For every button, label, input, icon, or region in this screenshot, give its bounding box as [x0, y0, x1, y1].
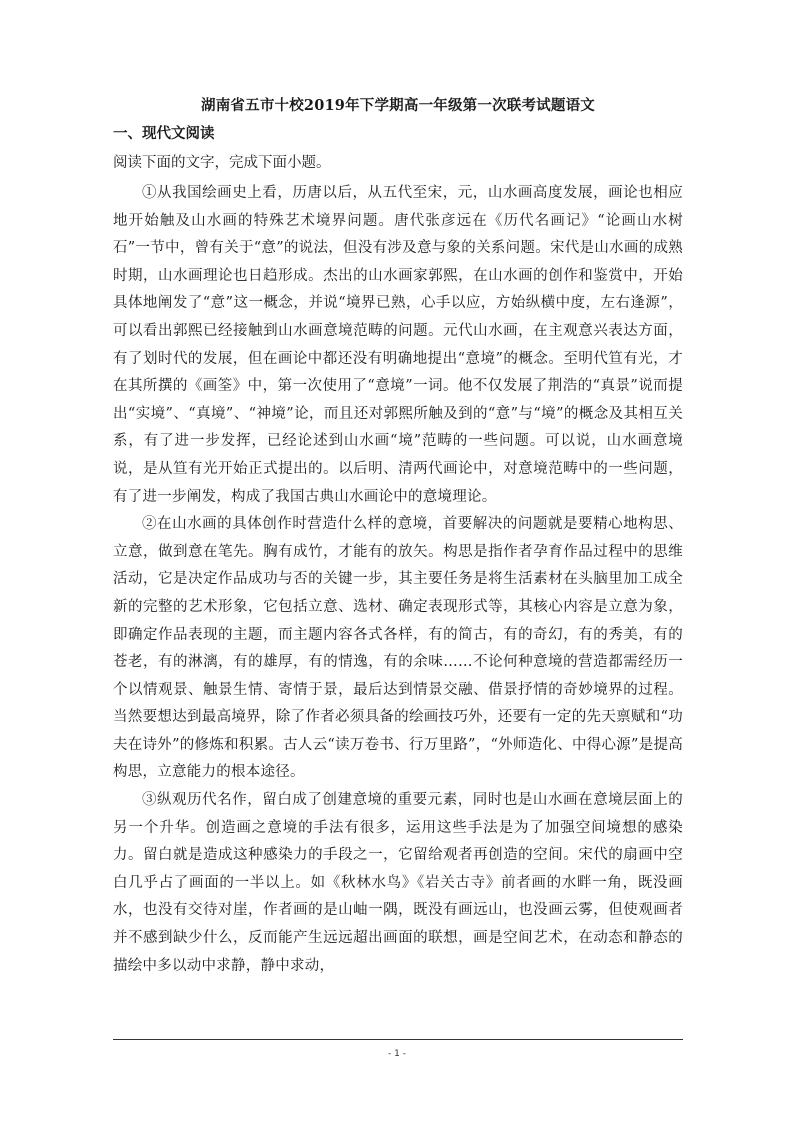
paragraph-3: ③纵观历代名作，留白成了创建意境的重要元素，同时也是山水画在意境层面上的另一个升华。创造画之意境的手法有很多，运用这些手法是为了加强空间境想的感染力。留白就是造成这种感染力的手段之一，它留给观者再创造的空间。宋代的扇画中空白几乎占了画面的一半以上。如《秋林水鸟》《岩关古寺》前者画的水畔一角，既没画水，也没有交待对崖，作者画的是山岫一隅，既没有画远山，也没画云雾，但使观画者并不感到缺少什么，反而能产生远远超出画面的联想，画是空间艺术，在动态和静态的描绘中多以动中求静，静中求动， [113, 792, 683, 974]
document-title: 湖南省五市十校2019年下学期高一年级第一次联考试题语文 [201, 97, 595, 114]
paragraph-2: ②在山水画的具体创作时营造什么样的意境，首要解决的问题就是要精心地构思、立意，做到意在笔先。胸有成竹，才能有的放矢。构思是指作者孕育作品过程中的思维活动，它是决定作品成功与否的关键一步，其主要任务是将生活素材在头脑里加工成全新的完整的艺术形象，它包括立意、选材、确定表现形式等，其核心内容是立意为象，即确定作品表现的主题，而主题内容各式各样，有的简古，有的奇幻，有的秀美，有的苍老，有的淋漓，有的雄厚，有的情逸，有的余味……不论何种意境的营造都需经历一个以情观景、触景生情、寄情于景，最后达到情景交融、借景抒情的奇妙境界的过程。当然要想达到最高境界，除了作者必须具备的绘画技巧外，还要有一定的先天禀赋和“功夫在诗外”的修炼和积累。古人云“读万卷书、行万里路”，“外师造化、中得心源”是提高构思，立意能力的根本途径。 [113, 516, 683, 781]
footer-divider [113, 1039, 683, 1040]
document-page [113, 96, 683, 980]
section-heading: 一、现代文阅读 [113, 125, 215, 142]
paragraph-1: ①从我国绘画史上看，历唐以后，从五代至宋，元，山水画高度发展，画论也相应地开始触及山水画的特殊艺术境界问题。唐代张彦远在《历代名画记》“论画山水树石”一节中，曾有关于“意”的说法，但没有涉及意与象的关系问题。宋代是山水画的成熟时期，山水画理论也日趋形成。杰出的山水画家郭熙，在山水画的创作和鉴赏中，开始具体地阐发了“意”这一概念，并说“境界已熟，心手以应，方始纵横中度，左右逢源”，可以看出郭熙已经接触到山水画意境范畴的问题。元代山水画，在主观意兴表达方面，有了划时代的发展，但在画论中都还没有明确地提出“意境”的概念。至明代笪有光，才在其所撰的《画筌》中，第一次使用了“意境”一词。他不仅发展了荆浩的“真景”说而提出“实境”、“真境”、“神境”论，而且还对郭熙所触及到的“意”与“境”的概念及其相互关系，有了进一步发挥，已经论述到山水画“境”范畴的一些问题。可以说，山水画意境说，是从笪有光开始正式提出的。以后明、清两代画论中，对意境范畴中的一些问题，有了进一步阐发，构成了我国古典山水画论中的意境理论。 [113, 185, 683, 505]
reading-instruction: 阅读下面的文字，完成下面小题。 [113, 155, 331, 171]
page-number: - 1 - [388, 1049, 406, 1059]
